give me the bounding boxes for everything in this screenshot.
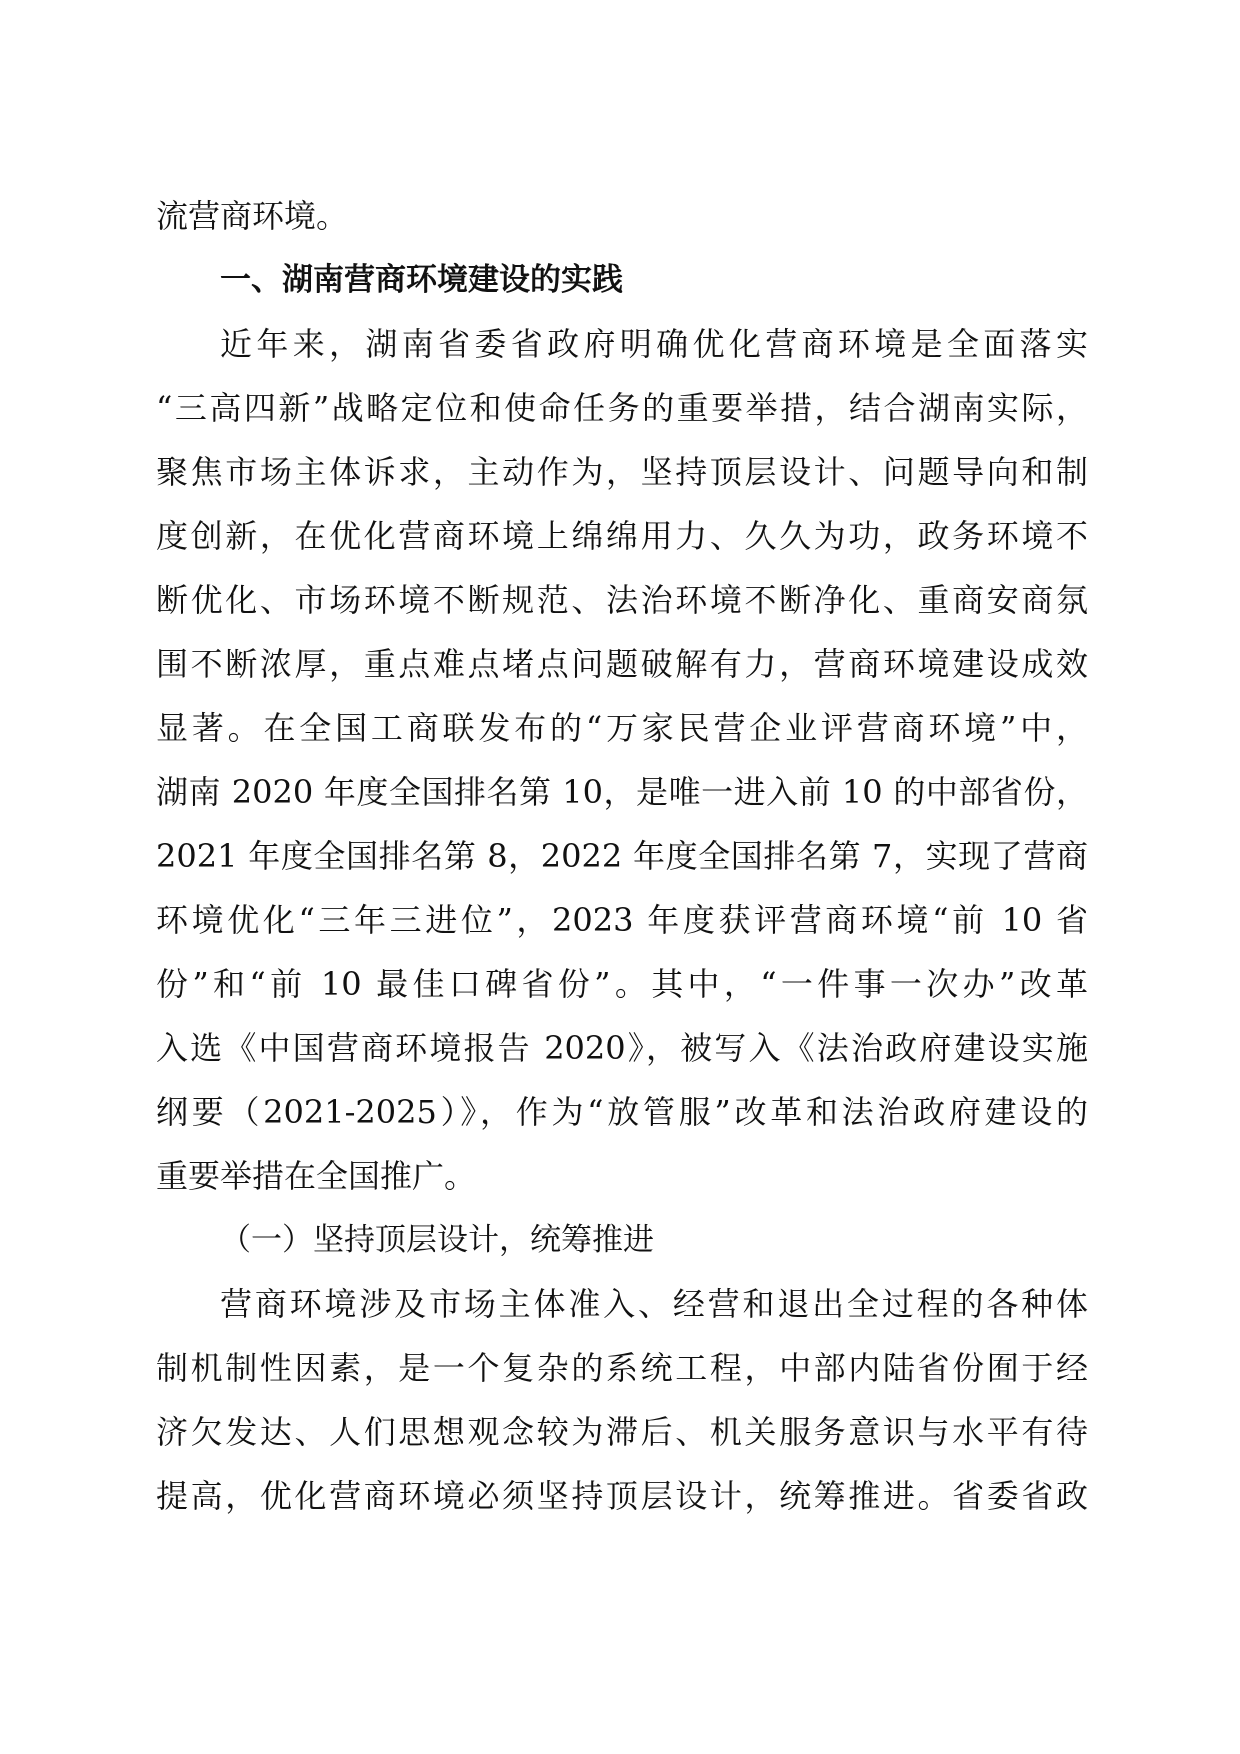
paragraph-line: “三高四新”战略定位和使命任务的重要举措，结合湖南实际， <box>156 389 1088 427</box>
document-body <box>156 184 1088 1528</box>
paragraph-line: 纲要（2021-2025）》，作为“放管服”改革和法治政府建设的 <box>156 1093 1088 1131</box>
paragraph-line: 制机制性因素，是一个复杂的系统工程，中部内陆省份囿于经 <box>156 1349 1088 1387</box>
paragraph-line: 断优化、市场环境不断规范、法治环境不断净化、重商安商氛 <box>156 581 1088 619</box>
paragraph-line: 聚焦市场主体诉求，主动作为，坚持顶层设计、问题导向和制 <box>156 453 1088 491</box>
paragraph-line: 环境优化“三年三进位”，2023 年度获评营商环境“前 10 省 <box>156 901 1088 939</box>
paragraph-line: 营商环境涉及市场主体准入、经营和退出全过程的各种体 <box>220 1285 1088 1323</box>
section-heading: 一、湖南营商环境建设的实践 <box>220 262 623 298</box>
paragraph-line: 显著。在全国工商联发布的“万家民营企业评营商环境”中， <box>156 709 1088 747</box>
paragraph-end-line: 重要举措在全国推广。 <box>156 1157 477 1195</box>
paragraph-end-line: 流营商环境。 <box>156 197 349 235</box>
paragraph-line: 湖南 2020 年度全国排名第 10，是唯一进入前 10 的中部省份， <box>156 773 1088 811</box>
subsection-heading: （一）坚持顶层设计，统筹推进 <box>220 1222 654 1258</box>
paragraph-line: 入选《中国营商环境报告 2020》，被写入《法治政府建设实施 <box>156 1029 1088 1067</box>
paragraph-line: 提高，优化营商环境必须坚持顶层设计，统筹推进。省委省政 <box>156 1477 1088 1515</box>
paragraph-line: 围不断浓厚，重点难点堵点问题破解有力，营商环境建设成效 <box>156 645 1088 683</box>
paragraph-line: 份”和“前 10 最佳口碑省份”。其中，“一件事一次办”改革 <box>156 965 1088 1003</box>
paragraph-line: 近年来，湖南省委省政府明确优化营商环境是全面落实 <box>220 325 1088 363</box>
paragraph-line: 2021 年度全国排名第 8，2022 年度全国排名第 7，实现了营商 <box>156 837 1088 875</box>
paragraph-line: 度创新，在优化营商环境上绵绵用力、久久为功，政务环境不 <box>156 517 1088 555</box>
paragraph-line: 济欠发达、人们思想观念较为滞后、机关服务意识与水平有待 <box>156 1413 1088 1451</box>
